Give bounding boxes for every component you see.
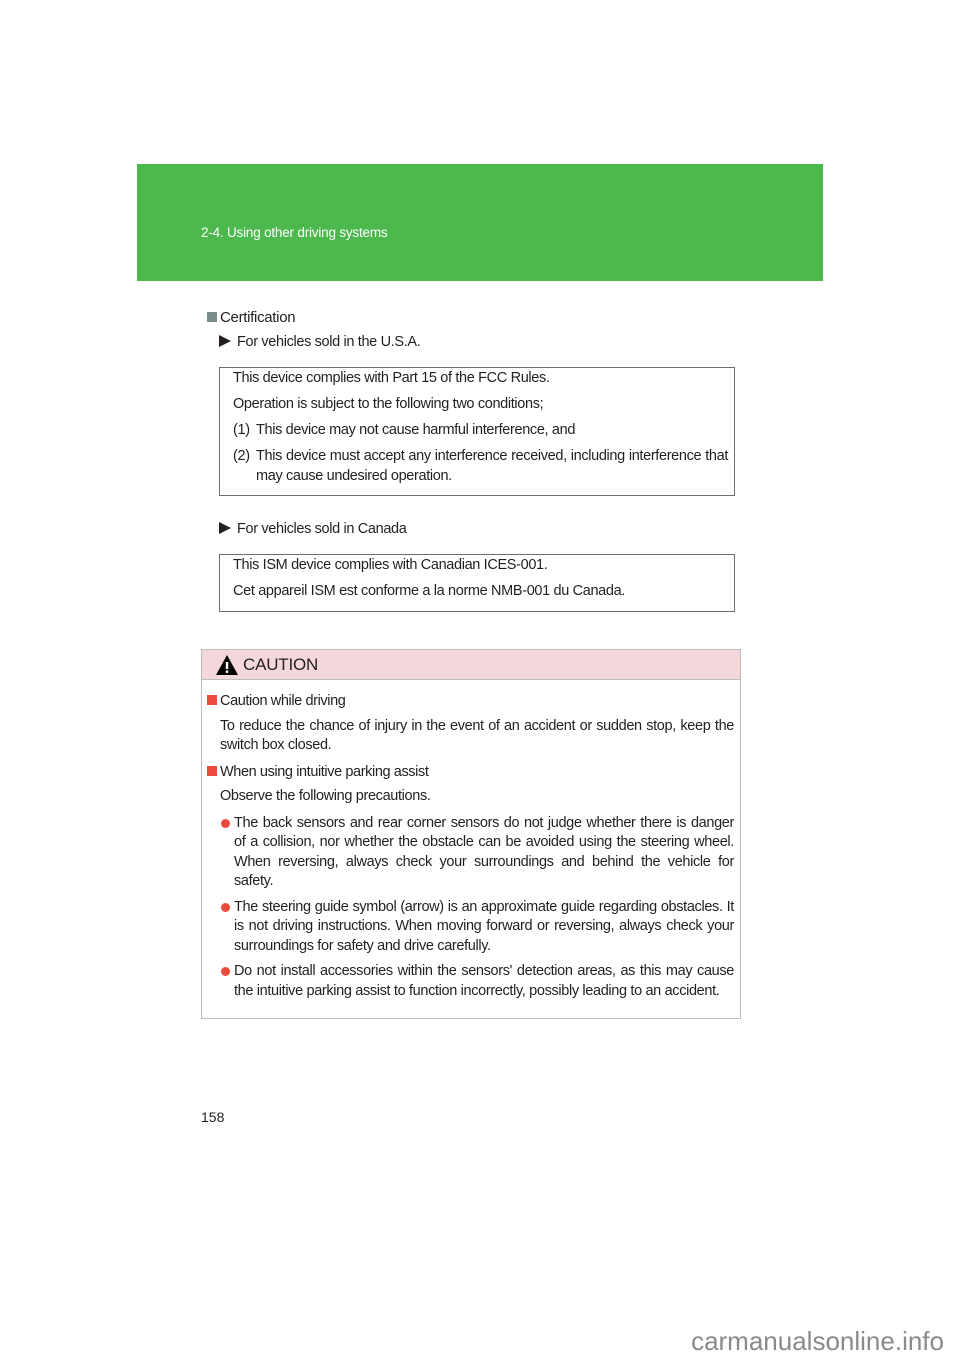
condition-text: This device may not cause harmful interference, and	[256, 422, 576, 438]
condition-item	[233, 447, 728, 486]
square-bullet-icon	[207, 766, 217, 776]
bullet-dot-icon	[221, 903, 230, 912]
bullet-dot-icon	[221, 967, 230, 976]
caution-box	[201, 649, 741, 1019]
list-item	[221, 814, 734, 892]
caution-paragraph: Observe the following precautions.	[220, 788, 431, 804]
fcc-line: This device complies with Part 15 of the FCC Rules.	[233, 370, 550, 386]
caution-section-heading	[207, 763, 734, 783]
section-title: 2-4. Using other driving systems	[201, 225, 388, 240]
page-number: 158	[201, 1109, 225, 1125]
caution-paragraph: To reduce the chance of injury in the event of an accident or sudden stop, keep the switch box closed.	[220, 717, 734, 753]
bullet-text: Do not install accessories within the sensors' detection areas, as this may cause the intuitive parking assist to function incorrectly, possibly leading to an accident.	[234, 963, 734, 999]
square-bullet-icon	[207, 695, 217, 705]
square-bullet-icon	[207, 312, 217, 322]
condition-item	[233, 421, 728, 441]
list-item	[221, 898, 734, 957]
triangle-arrow-icon	[219, 335, 231, 347]
heading-text: Certification	[220, 309, 296, 326]
condition-number: (1)	[233, 422, 250, 438]
usa-label: For vehicles sold in the U.S.A.	[237, 334, 421, 350]
warning-triangle-icon	[215, 654, 239, 676]
bullet-text: The steering guide symbol (arrow) is an approximate guide regarding obstacles. It is not driving instructions. When moving forward or reversing, always check your surroundings for safety and drive carefully.	[234, 898, 734, 954]
canada-subheading	[219, 521, 406, 537]
condition-number: (2)	[233, 448, 250, 464]
bullet-text: The back sensors and rear corner sensors do not judge whether there is danger of a collision, nor whether the obstacle can be avoided using the steering wheel. When reversing, always check your surroundings and behind the vehicle for safety.	[234, 814, 734, 889]
caution-header	[202, 650, 740, 680]
heading-text: When using intuitive parking assist	[220, 763, 429, 780]
condition-text: This device must accept any interference received, including interference that may cause undesired operation.	[256, 448, 728, 484]
watermark: carmanualsonline.info	[691, 1326, 944, 1356]
ices-line: Cet appareil ISM est conforme a la norme NMB-001 du Canada.	[233, 583, 625, 599]
certification-heading	[207, 309, 295, 326]
usa-fcc-box	[219, 367, 735, 496]
triangle-arrow-icon	[219, 522, 231, 534]
list-item	[221, 962, 734, 1001]
canada-ices-box	[219, 554, 735, 612]
usa-subheading	[219, 334, 420, 350]
heading-text: Caution while driving	[220, 693, 346, 709]
canada-label: For vehicles sold in Canada	[237, 521, 407, 537]
ices-line: This ISM device complies with Canadian ICES-001.	[233, 557, 548, 573]
caution-section-heading	[207, 692, 734, 712]
caution-title: CAUTION	[243, 654, 319, 674]
bullet-dot-icon	[221, 819, 230, 828]
fcc-line: Operation is subject to the following two conditions;	[233, 396, 544, 412]
section-header-band	[137, 164, 823, 281]
